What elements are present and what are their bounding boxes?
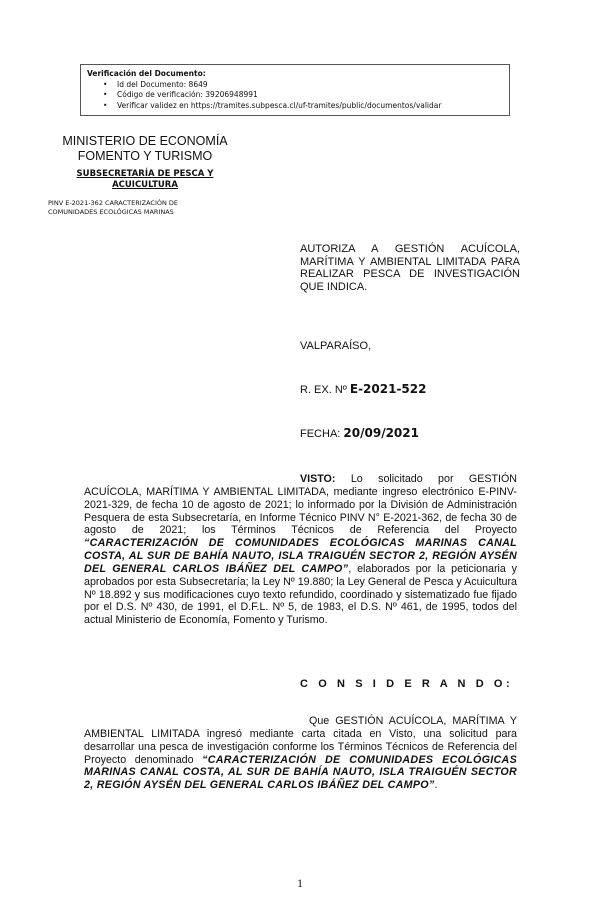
- resolution-number: [300, 382, 426, 396]
- considerando-paragraph: [84, 715, 517, 792]
- verification-document-id: • Id del Documento: 8649: [117, 80, 503, 91]
- ministry-name: [40, 134, 250, 164]
- reference-line-1: PINV E-2021-362 CARACTERIZACIÓN DE: [48, 199, 179, 207]
- resolution-summary: AUTORIZA A GESTIÓN ACUÍCOLA, MARÍTIMA Y AMBIENTAL LIMITADA PARA REALIZAR PESCA DE INVESTIGACIÓN QUE INDICA.: [300, 243, 520, 293]
- verification-box: [80, 64, 510, 116]
- considerando-text-1: Que GESTIÓN ACUÍCOLA, MARÍTIMA Y AMBIENTAL LIMITADA ingresó mediante carta citada en Visto, una solicitud para desarrollar una pesca de investigación conforme los Términos Técnicos de Referencia del Proyecto denominado: [84, 715, 517, 766]
- reference-line-2: COMUNIDADES ECOLÓGICAS MARINAS: [48, 208, 174, 216]
- ministry-line-1: MINISTERIO DE ECONOMÍA: [62, 134, 228, 148]
- visto-project-title: “CARACTERIZACIÓN DE COMUNIDADES ECOLÓGICAS MARINAS CANAL COSTA, AL SUR DE BAHÍA NAUTO, ISLA TRAIGUÉN SECTOR 2, REGIÓN AYSÉN DEL GENERAL CARLOS IBÁÑEZ DEL CAMPO”: [84, 537, 517, 575]
- page-number: 1: [297, 876, 303, 890]
- date-label: FECHA:: [300, 428, 341, 440]
- date-value: 20/09/2021: [343, 426, 419, 440]
- verification-code: • Código de verificación: 39206948991: [117, 90, 503, 101]
- subsecretaria-line-2: ACUICULTURA: [112, 180, 178, 190]
- considerando-text-2: .: [434, 779, 438, 792]
- ministry-line-2: FOMENTO Y TURISMO: [77, 149, 213, 163]
- rex-number: E-2021-522: [349, 382, 427, 396]
- considerando-project-title: “CARACTERIZACIÓN DE COMUNIDADES ECOLÓGICAS MARINAS CANAL COSTA, AL SUR DE BAHÍA NAUTO, ISLA TRAIGUÉN SECTOR 2, REGIÓN AYSÉN DEL GENERAL CARLOS IBÁÑEZ DEL CAMPO”: [84, 753, 517, 792]
- subsecretaria-name: [40, 169, 250, 191]
- verification-url[interactable]: • Verificar validez en https://tramites.subpesca.cl/uf-tramites/public/documentos/validar: [117, 101, 503, 112]
- subsecretaria-line-1: SUBSECRETARÍA DE PESCA Y: [76, 169, 214, 179]
- document-reference: [48, 199, 258, 217]
- considerando-heading: C O N S I D E R A N D O:: [300, 678, 514, 690]
- visto-text-2: , elaborados por la peticionaria y aprobados por esta Subsecretaría; la Ley Nº 19.880; la Ley General de Pesca y Acuicultura Nº 18.892 y sus modificaciones cuyo texto refundido, coordinado y sistematizado fue fijado por el D.S. Nº 430, de 1991, el D.F.L. Nº 5, de 1983, el D.S. Nº 461, de 1995, todos del actual Ministerio de Economía, Fomento y Turismo.: [84, 562, 517, 627]
- place: VALPARAÍSO,: [300, 340, 372, 352]
- verification-list: [87, 80, 503, 112]
- rex-label: R. EX. Nº: [300, 384, 347, 396]
- visto-text-1: Lo solicitado por GESTIÓN ACUÍCOLA, MARÍTIMA Y AMBIENTAL LIMITADA, mediante ingreso electrónico E-PINV-2021-329, de fecha 10 de agosto de 2021; lo informado por la División de Administración Pesquera de esta Subsecretaría, en Informe Técnico PINV N° E-2021-362, de fecha 30 de agosto de 2021; los Términos Técnicos de Referencia del Proyecto: [84, 473, 517, 537]
- visto-paragraph: [84, 473, 517, 627]
- visto-label: VISTO:: [300, 473, 336, 485]
- resolution-date: [300, 426, 419, 440]
- verification-title: Verificación del Documento:: [87, 69, 206, 78]
